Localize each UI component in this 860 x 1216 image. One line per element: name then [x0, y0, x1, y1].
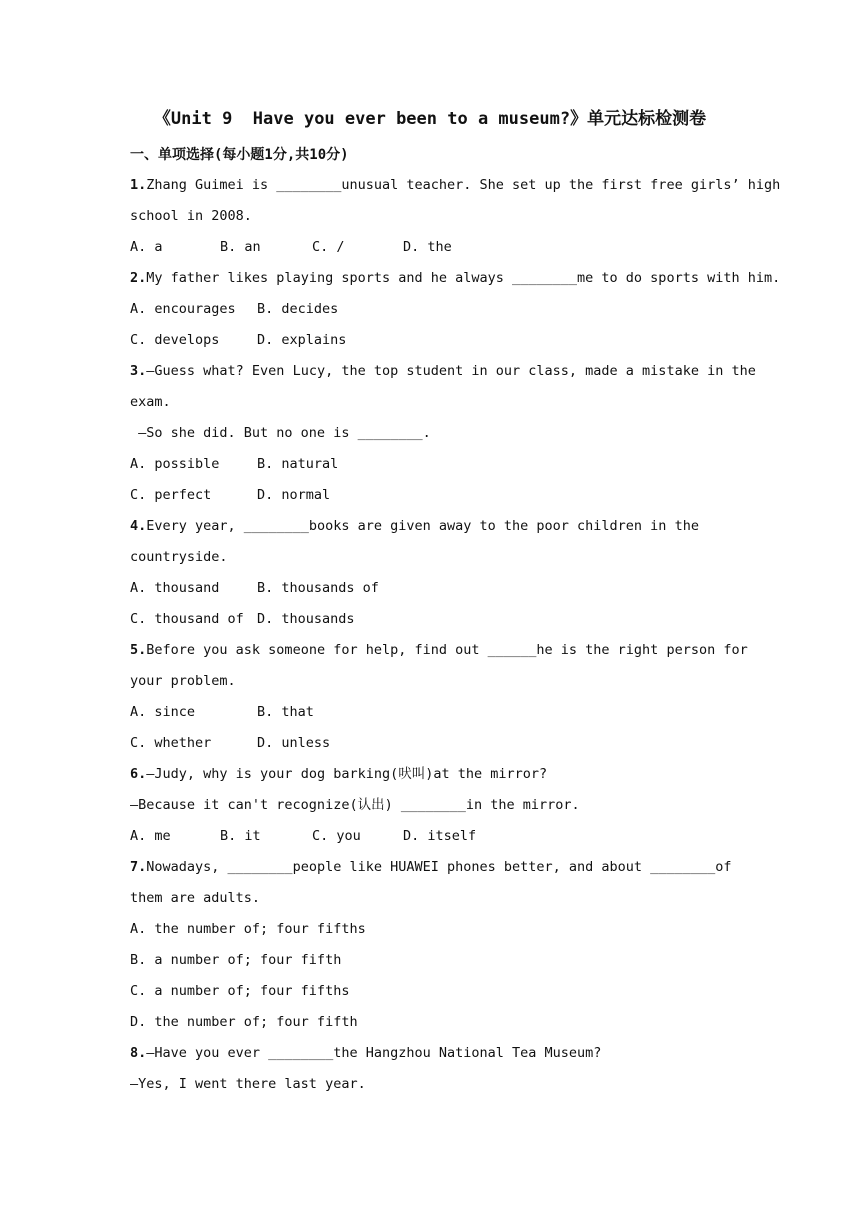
answer-option[interactable]: C. whether — [130, 735, 212, 751]
question-line — [130, 666, 750, 697]
question-line — [130, 201, 750, 232]
answer-option[interactable]: A. a — [130, 239, 163, 255]
question-line — [130, 170, 781, 201]
question-number: 2. — [130, 270, 147, 286]
question-7 — [130, 852, 750, 1038]
answer-option[interactable]: D. normal — [257, 487, 331, 503]
option-row — [130, 294, 750, 325]
answer-option[interactable]: C. develops — [130, 332, 220, 348]
page-title: 《Unit 9 Have you ever been to a museum?》单元达标检测卷 — [153, 109, 707, 129]
question-text: My father likes playing sports and he always ________me to do sports with him. — [146, 270, 781, 286]
answer-option[interactable]: D. the — [403, 239, 452, 255]
answer-option[interactable]: C. / — [312, 239, 345, 255]
question-line — [130, 263, 781, 294]
answer-option[interactable]: C. a number of; four fifths — [130, 983, 350, 999]
question-text: —Judy, why is your dog barking(吠叫)at the mirror? — [146, 766, 548, 782]
question-number: 3. — [130, 363, 147, 379]
answer-option[interactable]: B. that — [257, 704, 314, 720]
option-row — [130, 728, 750, 759]
question-text: —Yes, I went there last year. — [130, 1076, 366, 1092]
question-text: your problem. — [130, 673, 236, 689]
option-row — [130, 480, 750, 511]
question-text: exam. — [130, 394, 171, 410]
question-number: 5. — [130, 642, 147, 658]
answer-option[interactable]: B. it — [220, 828, 261, 844]
answer-option[interactable]: D. the number of; four fifth — [130, 1014, 358, 1030]
option-row — [130, 914, 750, 945]
answer-option[interactable]: D. thousands — [257, 611, 355, 627]
question-text: Every year, ________books are given away to the poor children in the — [146, 518, 699, 534]
option-row — [130, 821, 750, 852]
option-row — [130, 232, 750, 263]
question-number: 7. — [130, 859, 147, 875]
answer-option[interactable]: B. an — [220, 239, 261, 255]
option-row — [130, 1007, 750, 1038]
question-8 — [130, 1038, 750, 1100]
answer-option[interactable]: B. decides — [257, 301, 339, 317]
option-row — [130, 573, 750, 604]
question-text: —Have you ever ________the Hangzhou National Tea Museum? — [146, 1045, 602, 1061]
question-line — [130, 511, 750, 542]
question-number: 4. — [130, 518, 147, 534]
question-line — [130, 387, 750, 418]
option-row — [130, 976, 750, 1007]
question-text: —So she did. But no one is ________. — [130, 425, 431, 441]
question-line — [130, 356, 756, 387]
question-line — [130, 418, 750, 449]
question-3 — [130, 356, 756, 511]
answer-option[interactable]: C. you — [312, 828, 361, 844]
answer-option[interactable]: A. since — [130, 704, 196, 720]
question-line — [130, 635, 750, 666]
option-row — [130, 697, 750, 728]
answer-option[interactable]: B. a number of; four fifth — [130, 952, 342, 968]
question-5 — [130, 635, 750, 759]
answer-option[interactable]: A. encourages — [130, 301, 236, 317]
option-row — [130, 325, 750, 356]
answer-option[interactable]: D. unless — [257, 735, 331, 751]
question-1 — [130, 170, 781, 263]
question-text: —Guess what? Even Lucy, the top student in our class, made a mistake in the — [146, 363, 756, 379]
answer-option[interactable]: D. explains — [257, 332, 347, 348]
answer-option[interactable]: A. the number of; four fifths — [130, 921, 366, 937]
answer-option[interactable]: A. possible — [130, 456, 220, 472]
question-2 — [130, 263, 781, 356]
question-line — [130, 790, 750, 821]
question-list — [130, 170, 781, 1100]
question-text: them are adults. — [130, 890, 261, 906]
question-text: —Because it can't recognize(认出) ________in the mirror. — [130, 797, 580, 813]
question-number: 6. — [130, 766, 147, 782]
option-row — [130, 604, 750, 635]
question-text: countryside. — [130, 549, 228, 565]
question-number: 1. — [130, 177, 147, 193]
question-line — [130, 759, 750, 790]
question-text: Zhang Guimei is ________unusual teacher. She set up the first free girls’ high — [146, 177, 781, 193]
question-line — [130, 1069, 750, 1100]
question-text: Before you ask someone for help, find out ______he is the right person for — [146, 642, 748, 658]
question-number: 8. — [130, 1045, 147, 1061]
question-line — [130, 542, 750, 573]
answer-option[interactable]: D. itself — [403, 828, 477, 844]
answer-option[interactable]: B. thousands of — [257, 580, 379, 596]
question-line — [130, 1038, 750, 1069]
question-line — [130, 852, 750, 883]
answer-option[interactable]: B. natural — [257, 456, 339, 472]
question-6 — [130, 759, 750, 852]
question-4 — [130, 511, 750, 635]
option-row — [130, 449, 750, 480]
question-text: Nowadays, ________people like HUAWEI phones better, and about ________of — [146, 859, 732, 875]
question-text: school in 2008. — [130, 208, 252, 224]
option-row — [130, 945, 750, 976]
section-heading: 一、单项选择(每小题1分,共10分) — [130, 147, 349, 163]
answer-option[interactable]: A. me — [130, 828, 171, 844]
question-line — [130, 883, 750, 914]
answer-option[interactable]: A. thousand — [130, 580, 220, 596]
answer-option[interactable]: C. thousand of — [130, 611, 244, 627]
answer-option[interactable]: C. perfect — [130, 487, 212, 503]
